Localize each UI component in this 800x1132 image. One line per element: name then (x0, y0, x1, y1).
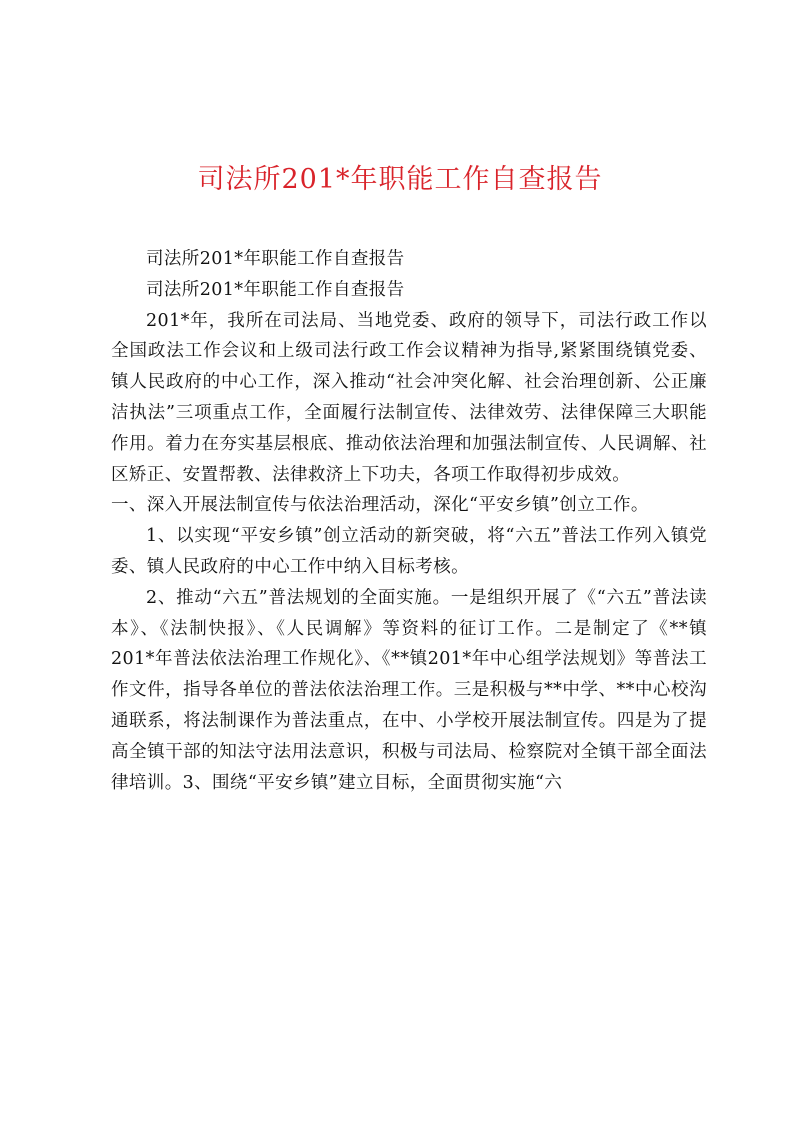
subtitle-line-1: 司法所201*年职能工作自查报告 (146, 249, 405, 269)
paragraph-item-1: 1、以实现“平安乡镇”创立活动的新突破，将“六五”普法工作列入镇党委、镇人民政府的中心工作中纳入目标考核。 (111, 526, 707, 577)
paragraph-item-2: 2、推动“六五”普法规划的全面实施。一是组织开展了《“六五”普法读本》、《法制快报》、《人民调解》等资料的征订工作。二是制定了《**镇201*年普法依法治理工作规化》、《**镇201*年中心组学法规划》等普法工作文件，指导各单位的普法依法治理工作。三是积极与**中学、**中心校沟通联系，将法制课作为普法重点，在中、小学校开展法制宣传。四是为了提高全镇干部的知法守法用法意识，积极与司法局、检察院对全镇干部全面法律培训。3、围绕“平安乡镇”建立目标，全面贯彻实施“六 (111, 587, 707, 793)
document-title: 司法所201*年职能工作自查报告 (197, 164, 603, 195)
subtitle-line-2: 司法所201*年职能工作自查报告 (146, 279, 405, 300)
section-heading-1: 一、深入开展法制宣传与依法治理活动，深化“平安乡镇”创立工作。 (111, 495, 649, 516)
paragraph-intro: 201*年，我所在司法局、当地党委、政府的领导下，司法行政工作以全国政法工作会议和上级司法行政工作会议精神为指导,紧紧围绕镇党委、镇人民政府的中心工作，深入推动“社会冲突化解、社会治理创新、公正廉洁执法”三项重点工作，全面履行法制宣传、法律效劳、法律保障三大职能作用。着力在夯实基层根底、推动依法治理和加强法制宣传、人民调解、社区矫正、安置帮教、法律救济上下功夫，各项工作取得初步成效。 (111, 310, 707, 485)
document-body (111, 244, 707, 798)
